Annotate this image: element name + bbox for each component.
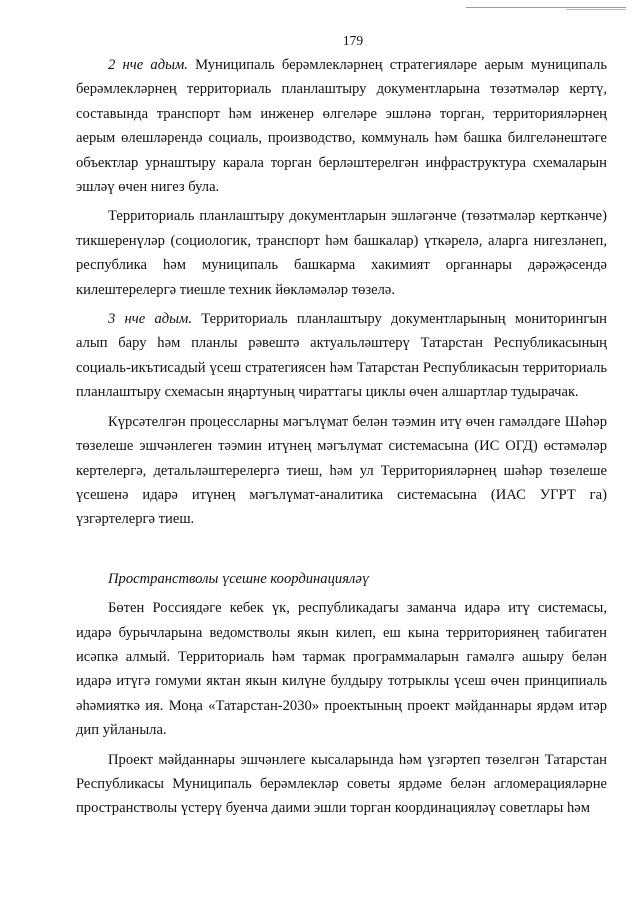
page-number: 179: [342, 33, 364, 48]
document-body: [76, 53, 607, 821]
paragraph-project-sites: [76, 748, 607, 821]
step-label: 2 нче адым.: [108, 57, 188, 73]
paragraph-text: Бөтен Россиядәге кебек үк, республикадагы заманча идарә итү системасы, идарә бурычларына ведомстволы якын килеп, еш кына территориянең табигатен исәпкә алмый. Территориаль һәм тармак программаларын гамәлгә ашыру белән идарә итүгә гомуми яктан якын килүне булдыру тотрыклы үсеш өчен принципиаль әһәмияткә ия. Моңа «Татарстан-2030» проектының проект мәйданнары ярдәм итәр дип уйланыла.: [76, 600, 607, 739]
paragraph-step-3: [76, 307, 607, 405]
paragraph-governance: [76, 596, 607, 742]
scan-line-long: [466, 7, 626, 8]
paragraph-research: [76, 204, 607, 302]
scan-artifact-lines: [466, 7, 626, 11]
scan-line-short: [566, 9, 626, 10]
paragraph-text: Муниципаль берәмлекләрнең стратегияләре аерым муниципаль берәмлекләрнең территориаль планлаштыру документларына төзәтмәләр кертү, составында транспорт һәм инженер өлгеләре эшләнә торган, территорияләрнең аерым өлешләрендә социаль, производство, коммуналь һәм башка билгеләнештәге объектлар урнаштыру карала торган берләштерелгән инфраструктура схемаларын эшләү өчен нигез була.: [76, 57, 607, 196]
paragraph-step-2: [76, 53, 607, 199]
paragraph-information-systems: [76, 410, 607, 532]
paragraph-text: Проект мәйданнары эшчәнлеге кысаларында һәм үзгәртеп төзелгән Татарстан Республикасы Муниципаль берәмлекләр советы ярдәме белән агломерацияләрне пространстволы үстерү буенча даими эшли торган координацияләү советлары һәм: [76, 751, 607, 817]
step-label: 3 нче адым.: [108, 311, 192, 328]
section-heading: Пространстволы үсешне координацияләү: [108, 570, 370, 587]
paragraph-text: Территориаль планлаштыру документларының мониторингын алып бару һәм планлы рәвештә актуальләштерү Татарстан Республикасының социаль-икътисадый үсеш стратегиясен һәм Татарстан Республикасын территориаль планлаштыру схемасын яңартуның чираттагы циклы өчен алшартлар тудырачак.: [76, 311, 607, 401]
paragraph-text: Территориаль планлаштыру документларын эшләгәнче (төзәтмәләр керткәнче) тикшеренүләр (социологик, транспорт һәм башкалар) үткәрелә, аларга нигезләнеп, республика һәм муниципаль башкарма хакимият органнары дәрәҗәсендә килештерелергә тиешле техник йөкләмәләр төзелә.: [76, 208, 607, 298]
paragraph-text: Күрсәтелгән процессларны мәгълүмат белән тәэмин итү өчен гамәлдәге Шәһәр төзелеше эшчәнлеген тәэмин итүнең мәгълүмат системасына (ИС ОГД) өстәмәләр кертелергә, детальләштерелергә тиеш, һәм ул Территорияләрнең шәһәр төзелеше үсешенә идарә итүнең мәгълүмат-аналитика системасына (ИАС УГРТ га) үзгәртелергә тиеш.: [76, 413, 607, 528]
